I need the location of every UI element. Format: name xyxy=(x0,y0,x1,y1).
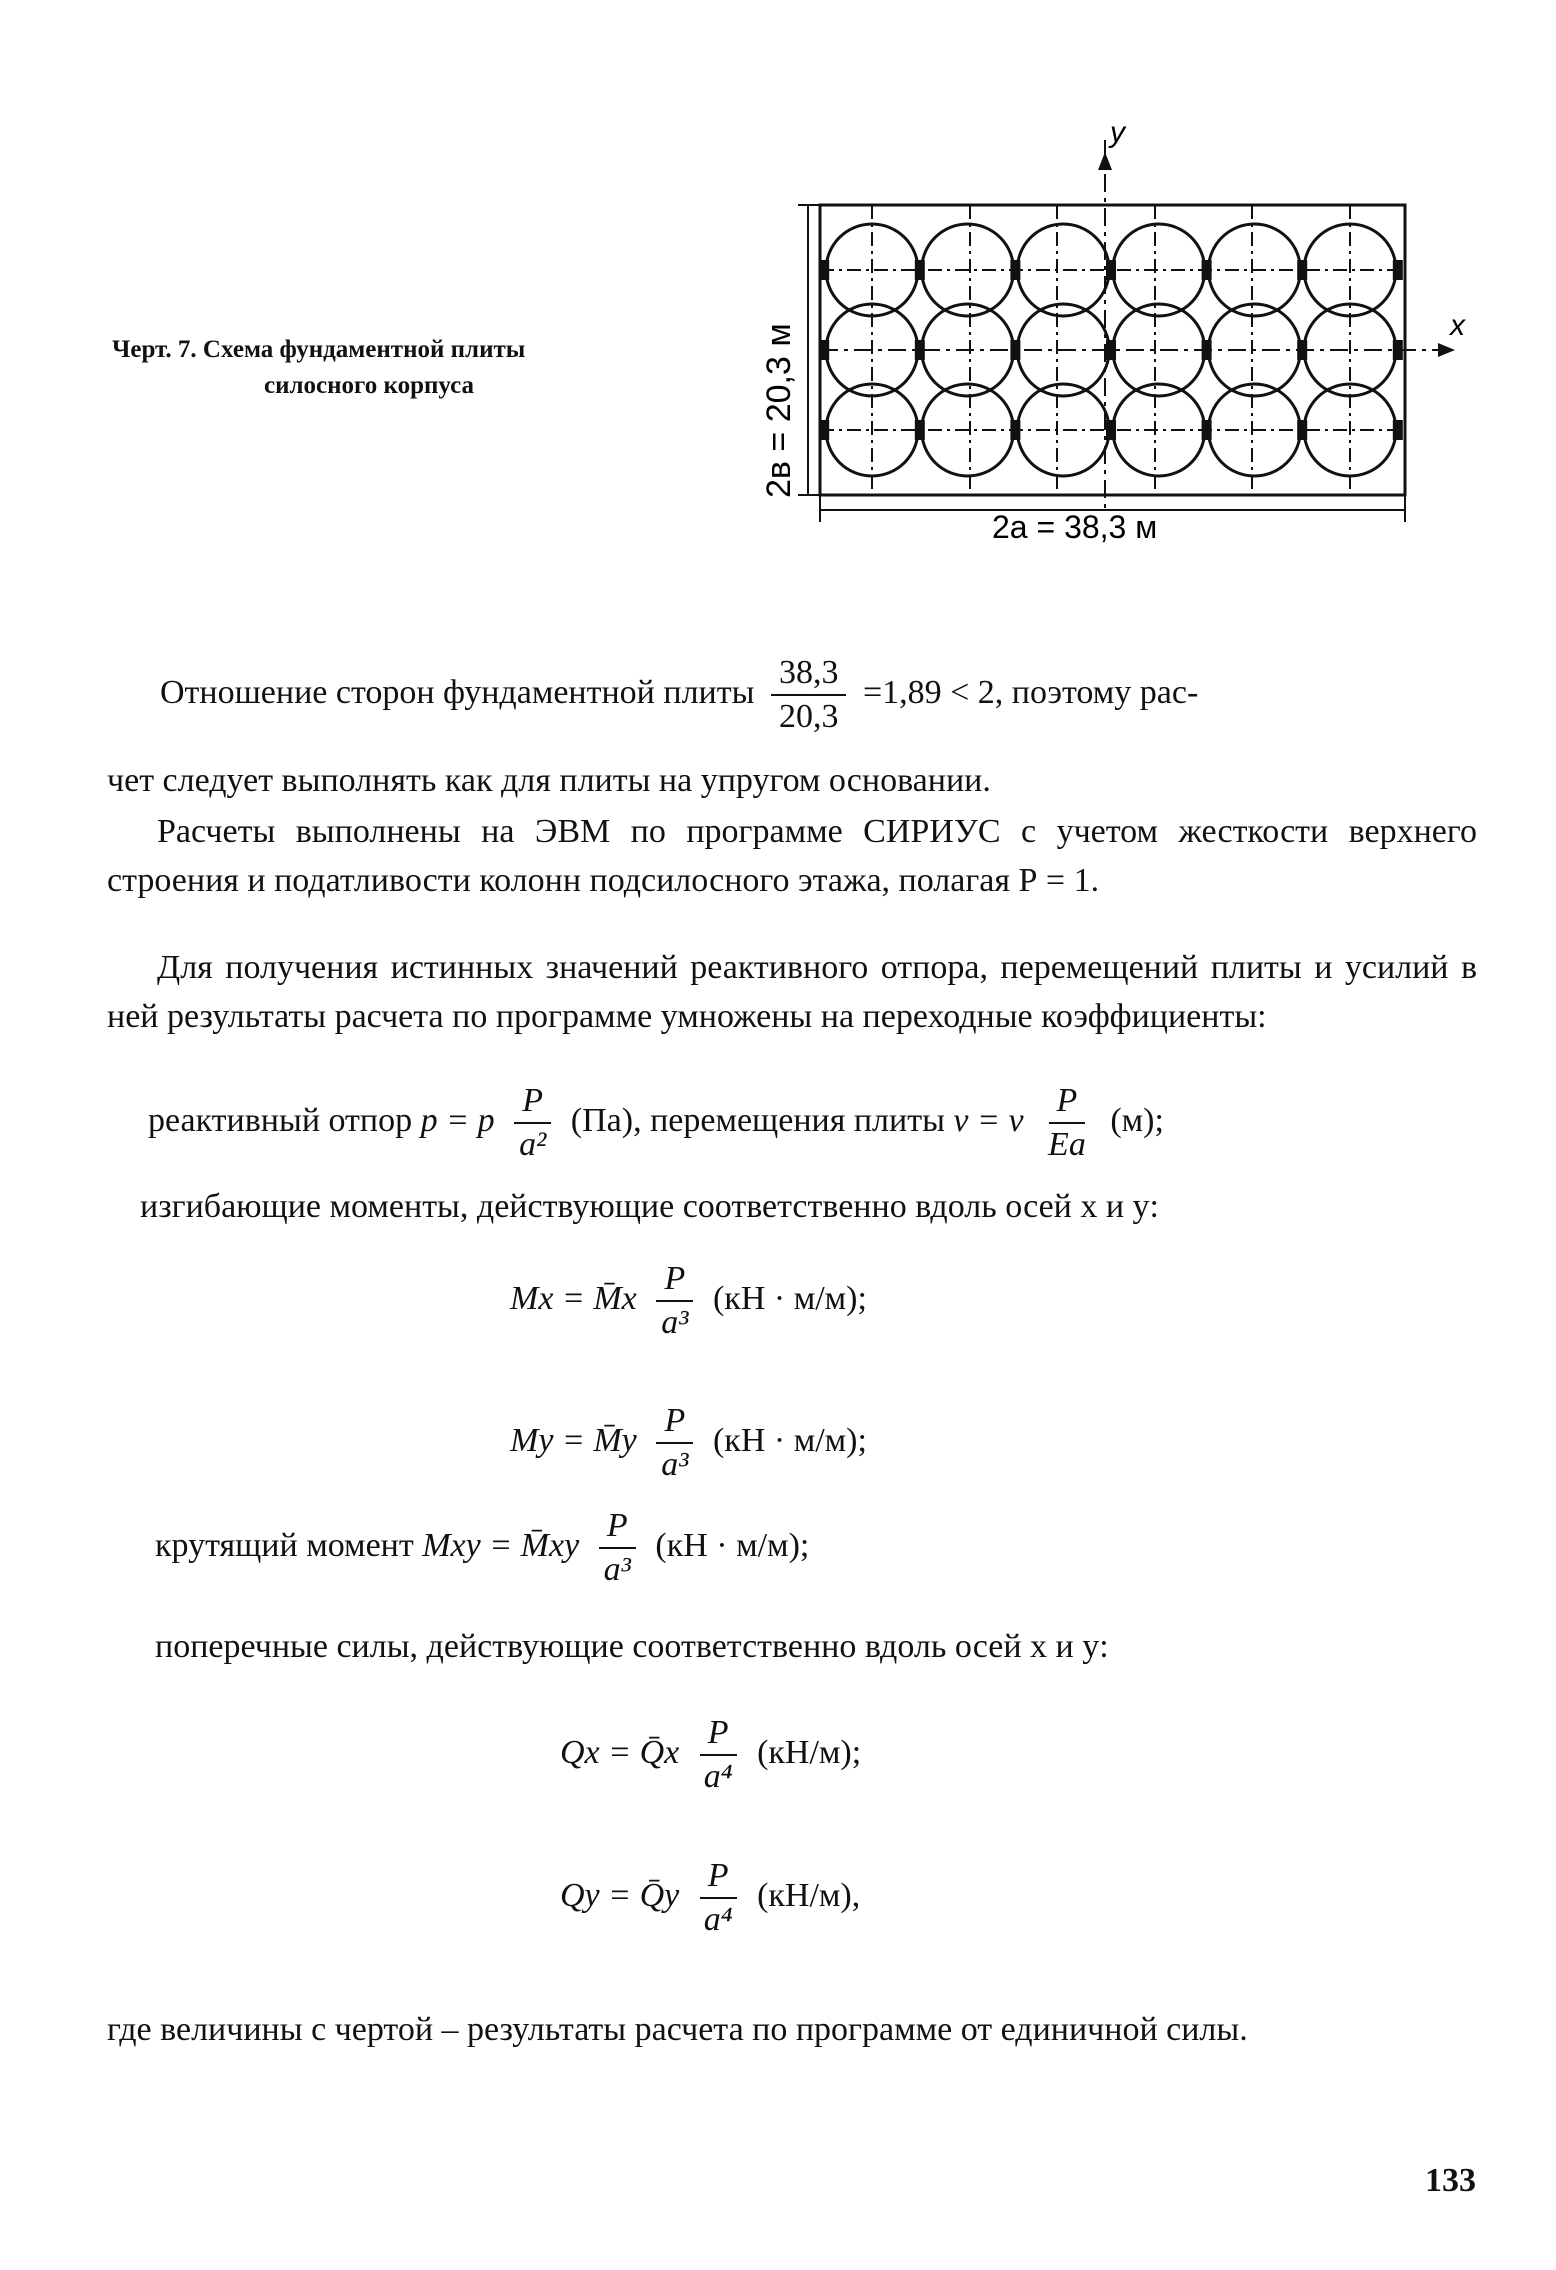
my-denominator: a³ xyxy=(661,1446,689,1483)
ratio-continuation: чет следует выполнять как для плиты на упругом основании. xyxy=(107,762,991,799)
qy-lhs: Qy = Q̄y xyxy=(560,1876,680,1914)
page-number: 133 xyxy=(1425,2162,1476,2199)
qy-formula xyxy=(560,1855,860,1941)
mxy-numerator: P xyxy=(599,1505,636,1549)
displacement-fraction xyxy=(1040,1080,1094,1166)
figure-caption-line1: Черт. 7. Схема фундаментной плиты xyxy=(112,336,526,363)
reactive-numerator: P xyxy=(514,1080,551,1124)
mx-fraction xyxy=(653,1258,696,1344)
mxy-formula-line xyxy=(155,1505,809,1591)
paragraph-coefficients: Для получения истинных значений реактивного отпора, перемещений плиты и усилий в ней результаты расчета по программе умножены на переходные коэффициенты: xyxy=(107,949,1477,1035)
mxy-denominator: a³ xyxy=(603,1551,631,1588)
figure-caption-line2: силосного корпуса xyxy=(264,372,475,399)
y-axis-label: y xyxy=(1110,116,1125,149)
qy-unit: (кН/м), xyxy=(757,1876,861,1914)
ratio-denominator: 20,3 xyxy=(778,698,839,735)
my-fraction xyxy=(653,1400,696,1486)
qx-fraction xyxy=(696,1712,741,1798)
ratio-text-before: Отношение сторон фундаментной плиты xyxy=(160,673,755,711)
silo-plate-diagram xyxy=(760,110,1480,560)
x-axis-label: x xyxy=(1450,309,1465,342)
mx-lhs: Mx = M̄x xyxy=(510,1279,637,1317)
qx-unit: (кН/м); xyxy=(757,1733,862,1771)
paragraph-calculation: Расчеты выполнены на ЭВМ по программе СИРИУС с учетом жесткости верхнего строения и податливости колонн подсилосного этажа, полагая Р = 1. xyxy=(107,813,1477,899)
my-numerator: P xyxy=(656,1400,693,1444)
paragraph-final: где величины с чертой – результаты расчета по программе от единичной силы. xyxy=(107,2011,1248,2048)
dim-width-label: 2a = 38,3 м xyxy=(992,509,1158,545)
torque-label: крутящий момент xyxy=(155,1526,414,1564)
ratio-numerator: 38,3 xyxy=(771,652,847,696)
ratio-text-after: =1,89 < 2, поэтому рас- xyxy=(862,673,1199,711)
displacement-lhs: v = v xyxy=(953,1101,1024,1139)
my-formula xyxy=(510,1400,867,1486)
ratio-fraction xyxy=(771,652,847,738)
qx-numerator: P xyxy=(700,1712,737,1756)
qy-numerator: P xyxy=(700,1855,737,1899)
my-unit: (кН · м/м); xyxy=(712,1421,867,1459)
shear-intro: поперечные силы, действующие соответственно вдоль осей x и y: xyxy=(155,1628,1109,1665)
qy-fraction xyxy=(696,1855,741,1941)
mx-numerator: P xyxy=(656,1258,693,1302)
figure-caption xyxy=(112,332,525,404)
support-block xyxy=(915,260,925,280)
reactive-formula-line xyxy=(148,1080,1164,1166)
reactive-denominator: a² xyxy=(519,1126,547,1163)
mxy-unit: (кН · м/м); xyxy=(655,1526,810,1564)
dim-height-label: 2в = 20,3 м xyxy=(760,323,798,498)
mxy-lhs: Mxy = M̄xy xyxy=(422,1526,580,1564)
reactive-lhs: p = p xyxy=(420,1101,495,1139)
reactive-label: реактивный отпор xyxy=(148,1101,413,1139)
displacement-unit: (м); xyxy=(1110,1101,1164,1139)
bending-intro: изгибающие моменты, действующие соответственно вдоль осей x и y: xyxy=(140,1188,1160,1225)
reactive-unit: (Па), xyxy=(570,1101,642,1139)
displacement-label: перемещения плиты xyxy=(650,1101,945,1139)
reactive-fraction xyxy=(511,1080,554,1166)
mxy-fraction xyxy=(596,1505,639,1591)
mx-formula xyxy=(510,1258,867,1344)
qx-lhs: Qx = Q̄x xyxy=(560,1733,680,1771)
ratio-line xyxy=(160,652,1198,738)
support-block xyxy=(915,420,925,440)
displacement-denominator: Ea xyxy=(1048,1126,1086,1163)
qy-denominator: a⁴ xyxy=(703,1901,733,1938)
silo-circle-grid xyxy=(819,224,1403,476)
qx-denominator: a⁴ xyxy=(703,1758,733,1795)
displacement-numerator: P xyxy=(1049,1080,1086,1124)
qx-formula xyxy=(560,1712,861,1798)
mx-denominator: a³ xyxy=(661,1304,689,1341)
mx-unit: (кН · м/м); xyxy=(712,1279,867,1317)
my-lhs: My = M̄y xyxy=(510,1421,637,1459)
